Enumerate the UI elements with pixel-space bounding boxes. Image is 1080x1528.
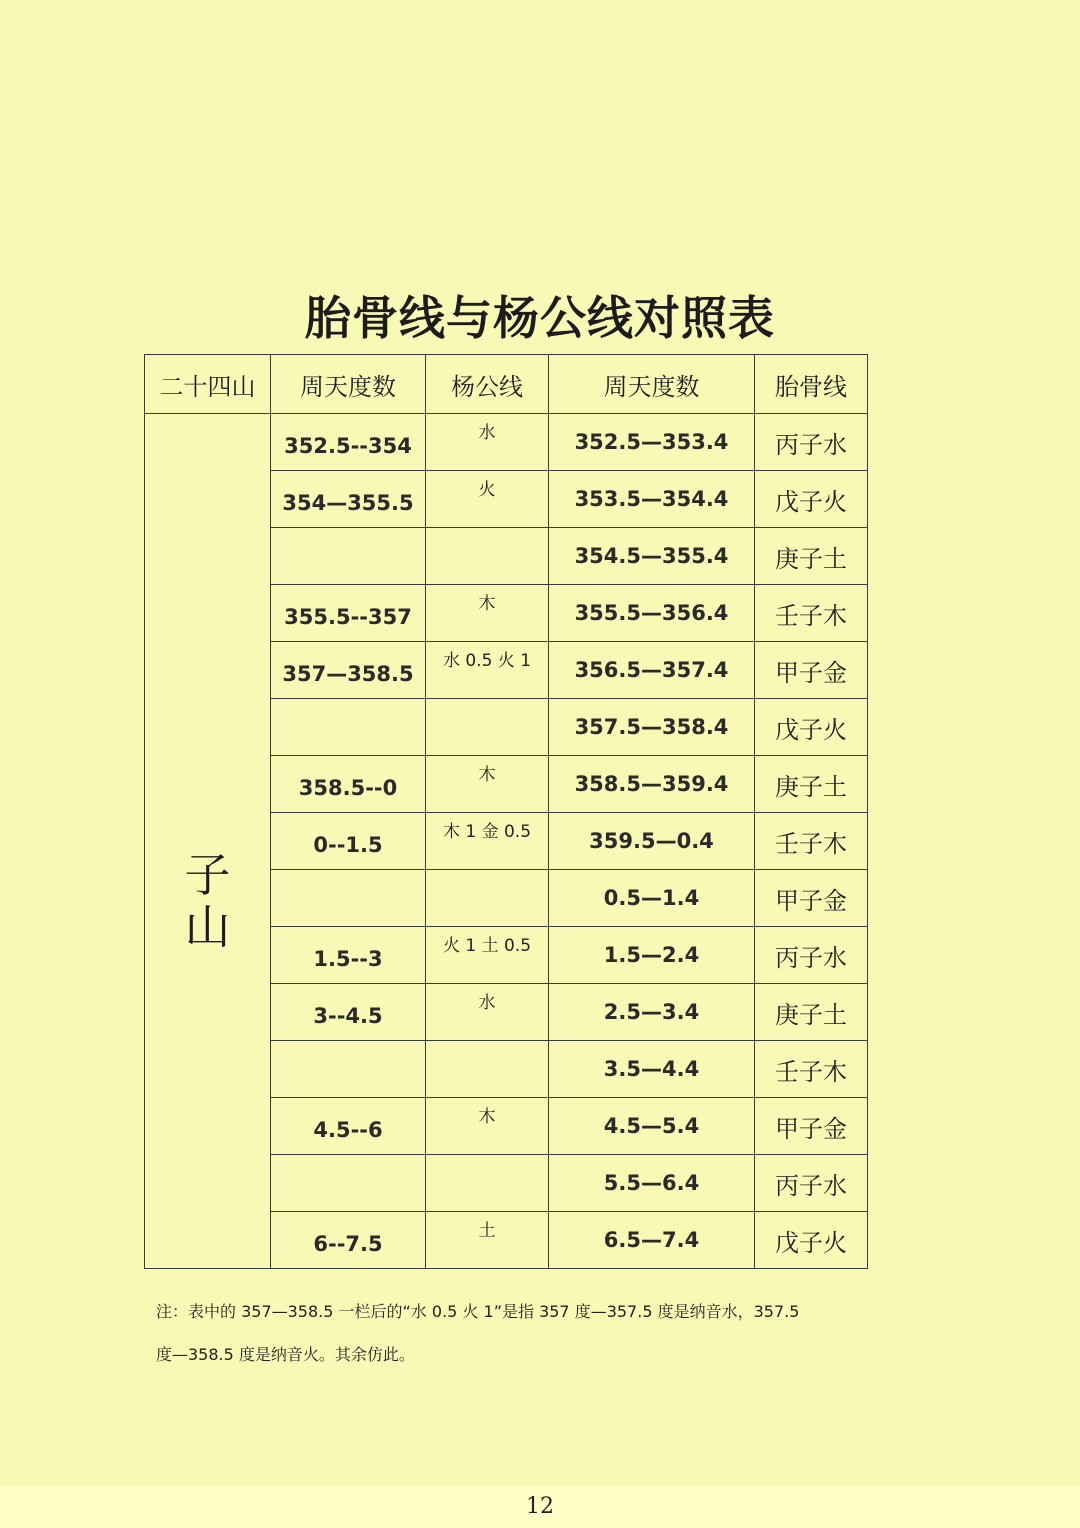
yanggong-line-cell <box>426 870 549 927</box>
comparison-table <box>144 354 868 1269</box>
zhoutian-degree-cell <box>271 1041 426 1098</box>
yanggong-line-cell <box>426 1041 549 1098</box>
zhoutian-degree-2-cell <box>549 471 755 528</box>
zhoutian-degree-2-value: 359.5—0.4 <box>589 829 714 853</box>
zhoutian-degree-value: 355.5--357 <box>284 605 412 629</box>
taigu-line-value: 壬子木 <box>775 829 847 858</box>
header-cell: 杨公线 <box>426 355 549 414</box>
zhoutian-degree-cell <box>271 1155 426 1212</box>
taigu-line-value: 壬子木 <box>775 601 847 630</box>
zhoutian-degree-2-value: 0.5—1.4 <box>603 886 700 910</box>
yanggong-line-cell <box>426 756 549 813</box>
yanggong-line-cell <box>426 642 549 699</box>
mountain-char: 子 <box>184 848 231 902</box>
table-row <box>145 414 868 471</box>
zhoutian-degree-2-value: 358.5—359.4 <box>574 772 729 796</box>
zhoutian-degree-2-value: 2.5—3.4 <box>603 1000 700 1024</box>
yanggong-line-cell <box>426 1212 549 1269</box>
taigu-line-cell <box>755 699 868 756</box>
yanggong-line-value: 水 <box>478 993 496 1013</box>
taigu-line-cell <box>755 1041 868 1098</box>
zhoutian-degree-2-value: 6.5—7.4 <box>603 1228 700 1252</box>
zhoutian-degree-value: 1.5--3 <box>313 947 383 971</box>
zhoutian-degree-value: 354—355.5 <box>282 491 414 515</box>
zhoutian-degree-value <box>271 894 425 902</box>
zhoutian-degree-cell <box>271 414 426 471</box>
zhoutian-degree-value: 357—358.5 <box>282 662 414 686</box>
zhoutian-degree-value <box>271 723 425 731</box>
zhoutian-degree-2-cell <box>549 585 755 642</box>
zhoutian-degree-2-value: 357.5—358.4 <box>574 715 729 739</box>
yanggong-line-cell <box>426 1155 549 1212</box>
zhoutian-degree-cell <box>271 1098 426 1155</box>
zhoutian-degree-cell <box>271 699 426 756</box>
zhoutian-degree-cell <box>271 813 426 870</box>
footnote-line: 注：表中的 357—358.5 一栏后的“水 0.5 火 1”是指 357 度—357.5 度是纳音水，357.5 <box>156 1302 800 1321</box>
zhoutian-degree-2-cell <box>549 699 755 756</box>
taigu-line-value: 丙子水 <box>775 943 847 972</box>
zhoutian-degree-2-value: 5.5—6.4 <box>603 1171 700 1195</box>
taigu-line-value: 甲子金 <box>775 1114 847 1143</box>
zhoutian-degree-value: 358.5--0 <box>298 776 398 800</box>
yanggong-line-cell <box>426 699 549 756</box>
taigu-line-cell <box>755 528 868 585</box>
zhoutian-degree-cell <box>271 471 426 528</box>
yanggong-line-cell <box>426 528 549 585</box>
taigu-line-cell <box>755 984 868 1041</box>
zhoutian-degree-cell <box>271 870 426 927</box>
taigu-line-cell <box>755 870 868 927</box>
taigu-line-cell <box>755 1212 868 1269</box>
zhoutian-degree-cell <box>271 585 426 642</box>
zhoutian-degree-2-cell <box>549 1212 755 1269</box>
zhoutian-degree-2-cell <box>549 414 755 471</box>
footnote-line: 度—358.5 度是纳音火。其余仿此。 <box>156 1345 415 1364</box>
taigu-line-cell <box>755 813 868 870</box>
header-cell: 二十四山 <box>145 355 271 414</box>
taigu-line-value: 庚子土 <box>775 772 847 801</box>
yanggong-line-cell <box>426 471 549 528</box>
zhoutian-degree-2-value: 1.5—2.4 <box>603 943 700 967</box>
zhoutian-degree-value <box>271 552 425 560</box>
zhoutian-degree-cell <box>271 756 426 813</box>
zhoutian-degree-cell <box>271 927 426 984</box>
zhoutian-degree-cell <box>271 528 426 585</box>
zhoutian-degree-2-value: 356.5—357.4 <box>574 658 729 682</box>
zhoutian-degree-value: 0--1.5 <box>313 833 383 857</box>
taigu-line-value: 戊子火 <box>775 715 847 744</box>
header-cell: 周天度数 <box>549 355 755 414</box>
zhoutian-degree-2-cell <box>549 1041 755 1098</box>
yanggong-line-cell <box>426 414 549 471</box>
zhoutian-degree-cell <box>271 642 426 699</box>
yanggong-line-cell <box>426 984 549 1041</box>
zhoutian-degree-value: 3--4.5 <box>313 1004 383 1028</box>
yanggong-line-value: 火 1 土 0.5 <box>442 936 532 956</box>
zhoutian-degree-cell <box>271 1212 426 1269</box>
taigu-line-cell <box>755 756 868 813</box>
footnote <box>156 1290 916 1376</box>
taigu-line-value: 丙子水 <box>775 430 847 459</box>
header-cell: 胎骨线 <box>755 355 868 414</box>
zhoutian-degree-value: 352.5--354 <box>284 434 412 458</box>
taigu-line-cell <box>755 1155 868 1212</box>
taigu-line-value: 甲子金 <box>775 886 847 915</box>
zhoutian-degree-2-cell <box>549 642 755 699</box>
zhoutian-degree-2-value: 352.5—353.4 <box>574 430 729 454</box>
mountain-cell <box>145 414 271 1269</box>
zhoutian-degree-2-cell <box>549 927 755 984</box>
yanggong-line-value: 火 <box>478 480 496 500</box>
yanggong-line-value: 木 <box>478 594 496 614</box>
zhoutian-degree-cell <box>271 984 426 1041</box>
taigu-line-cell <box>755 1098 868 1155</box>
yanggong-line-value: 木 1 金 0.5 <box>442 822 532 842</box>
zhoutian-degree-2-value: 355.5—356.4 <box>574 601 729 625</box>
table-body <box>145 414 868 1269</box>
taigu-line-cell <box>755 471 868 528</box>
zhoutian-degree-2-cell <box>549 1155 755 1212</box>
taigu-line-value: 戊子火 <box>775 1228 847 1257</box>
zhoutian-degree-value <box>271 1179 425 1187</box>
taigu-line-value: 甲子金 <box>775 658 847 687</box>
page-title: 胎骨线与杨公线对照表 <box>305 291 775 345</box>
taigu-line-cell <box>755 642 868 699</box>
yanggong-line-value: 水 <box>478 423 496 443</box>
page-number: 12 <box>526 1494 554 1519</box>
zhoutian-degree-value: 4.5--6 <box>313 1118 383 1142</box>
taigu-line-value: 戊子火 <box>775 487 847 516</box>
zhoutian-degree-2-cell <box>549 870 755 927</box>
yanggong-line-cell <box>426 927 549 984</box>
zhoutian-degree-value <box>271 1065 425 1073</box>
mountain-char: 山 <box>184 900 231 954</box>
zhoutian-degree-2-cell <box>549 813 755 870</box>
taigu-line-cell <box>755 414 868 471</box>
header-cell: 周天度数 <box>271 355 426 414</box>
zhoutian-degree-2-cell <box>549 984 755 1041</box>
zhoutian-degree-2-cell <box>549 528 755 585</box>
taigu-line-value: 壬子木 <box>775 1057 847 1086</box>
zhoutian-degree-2-value: 353.5—354.4 <box>574 487 729 511</box>
taigu-line-value: 庚子土 <box>775 544 847 573</box>
yanggong-line-value: 木 <box>478 765 496 785</box>
yanggong-line-value: 水 0.5 火 1 <box>442 651 532 671</box>
taigu-line-cell <box>755 585 868 642</box>
yanggong-line-cell <box>426 585 549 642</box>
table-header-row <box>145 355 868 414</box>
taigu-line-value: 丙子水 <box>775 1171 847 1200</box>
taigu-line-value: 庚子土 <box>775 1000 847 1029</box>
zhoutian-degree-2-value: 4.5—5.4 <box>603 1114 700 1138</box>
yanggong-line-value: 木 <box>478 1107 496 1127</box>
yanggong-line-cell <box>426 1098 549 1155</box>
taigu-line-cell <box>755 927 868 984</box>
yanggong-line-cell <box>426 813 549 870</box>
zhoutian-degree-value: 6--7.5 <box>313 1232 383 1256</box>
yanggong-line-value: 土 <box>478 1221 496 1241</box>
zhoutian-degree-2-cell <box>549 756 755 813</box>
zhoutian-degree-2-value: 354.5—355.4 <box>574 544 729 568</box>
zhoutian-degree-2-cell <box>549 1098 755 1155</box>
zhoutian-degree-2-value: 3.5—4.4 <box>603 1057 700 1081</box>
